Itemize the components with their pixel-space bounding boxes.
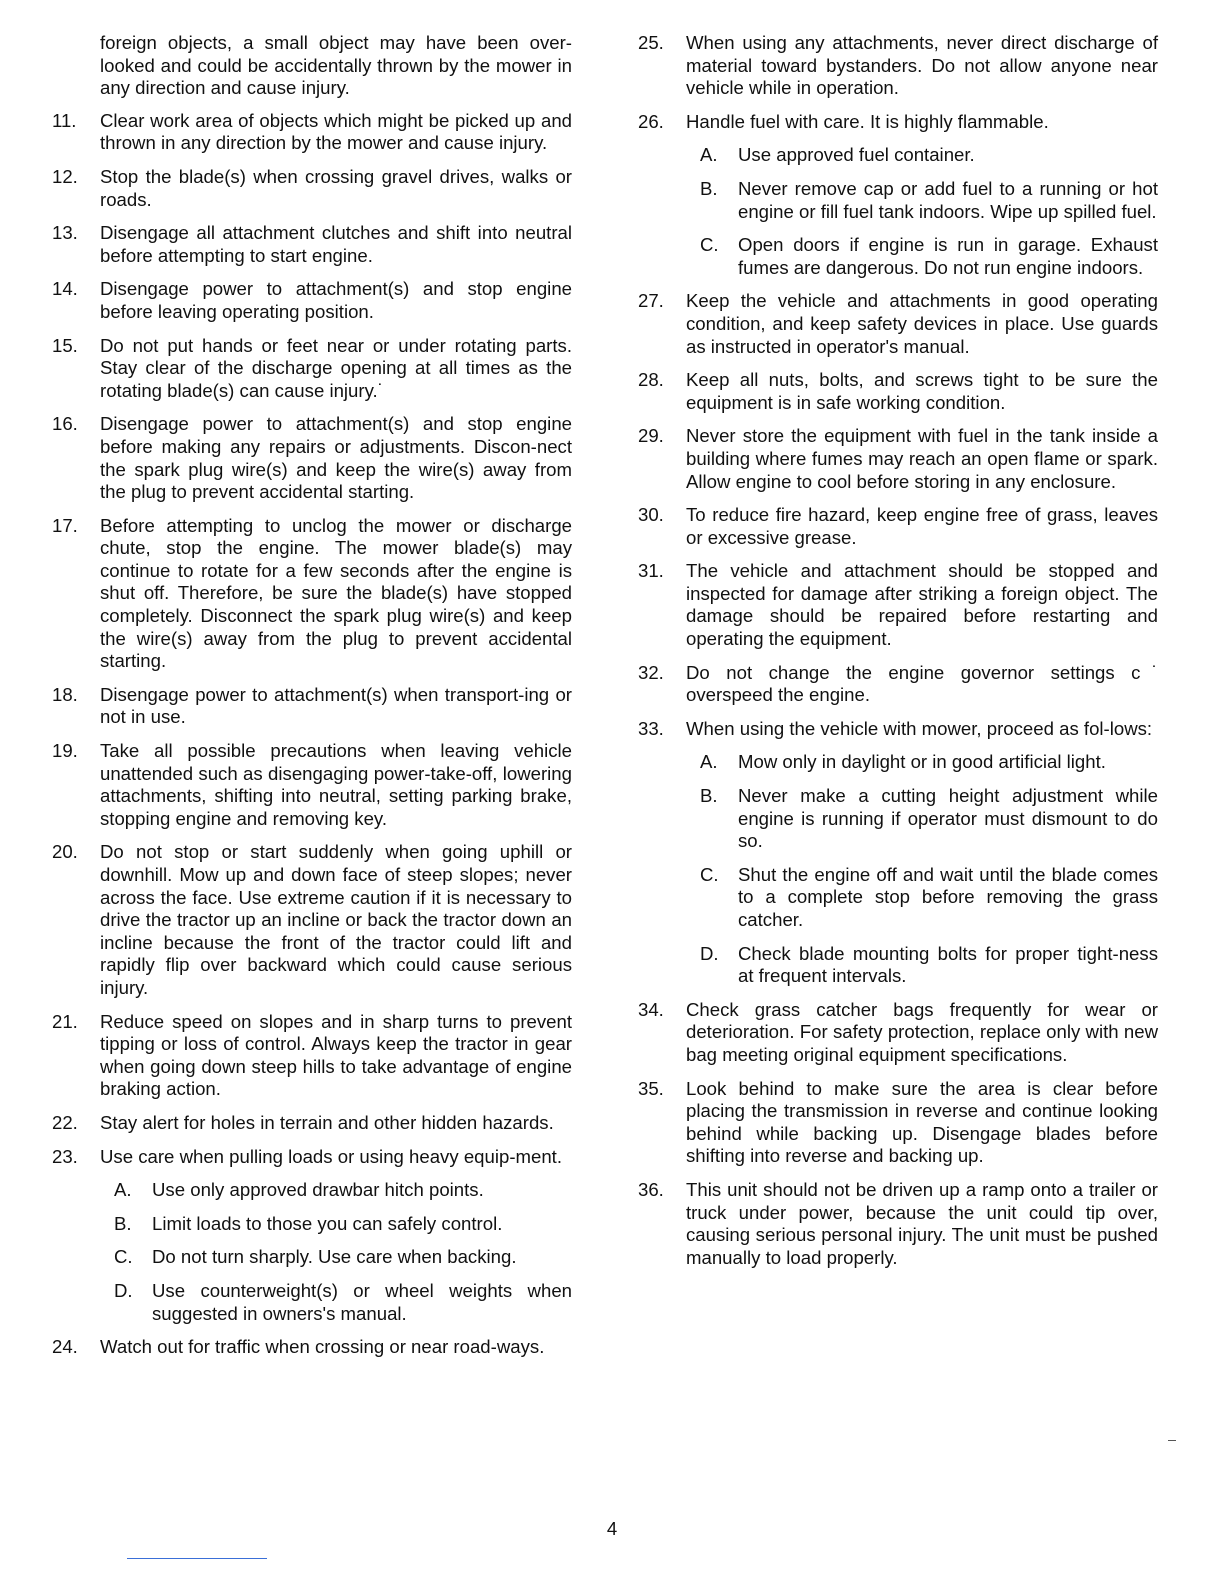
sub-text: Mow only in daylight or in good artificial light. — [738, 751, 1106, 773]
item-number: 35. — [638, 1077, 664, 1099]
item-text: Keep the vehicle and attachments in good operating condition, and keep safety devices in place. Use guards as instructed in operator's manual. — [686, 290, 1158, 357]
item-text: Do not put hands or feet near or under rotating parts. Stay clear of the discharge opening at all times as the rotating blade(s) can cause injury.˙ — [100, 334, 572, 401]
list-item — [638, 718, 1158, 741]
sub-text: Never make a cutting height adjustment while engine is running if operator must dismount to do so. — [738, 785, 1158, 852]
item-number: 23. — [52, 1145, 78, 1167]
sub-letter: A. — [700, 751, 718, 773]
list-item — [52, 841, 572, 999]
sub-letter: B. — [700, 177, 718, 199]
item-number: 16. — [52, 413, 78, 435]
list-item — [52, 1112, 572, 1135]
item-text: Keep all nuts, bolts, and screws tight to be sure the equipment is in safe working condition. — [686, 369, 1158, 413]
item-text: Use care when pulling loads or using heavy equip-ment. — [100, 1145, 563, 1167]
list-item — [638, 999, 1158, 1067]
list-item — [638, 32, 1158, 100]
item-number: 20. — [52, 841, 78, 863]
right-column — [638, 32, 1158, 1280]
list-item — [52, 740, 572, 830]
item-number: 33. — [638, 717, 664, 739]
sub-letter: C. — [700, 863, 719, 885]
sub-letter: A. — [114, 1179, 132, 1201]
list-item — [52, 413, 572, 503]
sub-item — [700, 751, 1158, 774]
page-number: 4 — [606, 1518, 618, 1539]
item-number: 26. — [638, 110, 664, 132]
item-number: 32. — [638, 661, 664, 683]
item-text: Disengage power to attachment(s) and stop engine before making any repairs or adjustments. Discon-nect the spark plug wire(s) and keep the wire(s) away from the plug to prevent accidental starting. — [100, 413, 572, 503]
sub-item — [114, 1246, 572, 1269]
list-item — [52, 166, 572, 211]
item-number: 30. — [638, 504, 664, 526]
item-text: Stop the blade(s) when crossing gravel drives, walks or roads. — [100, 165, 572, 210]
item-number: 29. — [638, 425, 664, 447]
item-number: 22. — [52, 1111, 78, 1133]
item-text: Look behind to make sure the area is clear before placing the transmission in reverse and continue looking behind while backing up. Disengage blades before shifting into reverse and backing up. — [686, 1077, 1158, 1167]
item-text: Clear work area of objects which might be picked up and thrown in any direction by the mower and cause injury. — [100, 109, 572, 154]
item-text: Take all possible precautions when leaving vehicle unattended such as disengaging power-take-off, lowering attachments, shifting into neutral, setting parking brake, stopping engine and removing key. — [100, 740, 572, 829]
list-item — [52, 278, 572, 323]
list-item — [52, 684, 572, 729]
item-text: Never store the equipment with fuel in the tank inside a building where fumes may reach an open flame or spark. Allow engine to cool before storing in any enclosure. — [686, 425, 1158, 492]
sub-item — [700, 144, 1158, 167]
item-number: 25. — [638, 32, 664, 53]
item-number: 13. — [52, 222, 78, 244]
sub-text: Do not turn sharply. Use care when backing. — [152, 1246, 517, 1268]
item-number: 31. — [638, 560, 664, 582]
sub-letter: C. — [114, 1246, 133, 1268]
item-number: 12. — [52, 165, 78, 187]
sub-text: Shut the engine off and wait until the blade comes to a complete stop before removing the grass catcher. — [738, 863, 1158, 930]
sub-item — [700, 178, 1158, 223]
item-text: When using the vehicle with mower, proceed as fol-lows: — [686, 717, 1153, 739]
sub-letter: B. — [700, 785, 718, 807]
item-number: 14. — [52, 278, 78, 300]
list-item — [638, 425, 1158, 493]
footer-rule — [127, 1558, 267, 1559]
sub-letter: C. — [700, 234, 719, 256]
sub-text: Use only approved drawbar hitch points. — [152, 1179, 484, 1201]
item-text: Disengage power to attachment(s) when transport-ing or not in use. — [100, 683, 572, 728]
sub-text: Never remove cap or add fuel to a running or hot engine or fill fuel tank indoors. Wipe up spilled fuel. — [738, 177, 1158, 222]
item-number: 27. — [638, 290, 664, 312]
list-item — [52, 1011, 572, 1101]
item-text: Handle fuel with care. It is highly flammable. — [686, 110, 1049, 132]
sub-item — [700, 943, 1158, 988]
list-item — [52, 515, 572, 673]
sub-item — [700, 234, 1158, 279]
item-text: Watch out for traffic when crossing or near road-ways. — [100, 1336, 545, 1358]
item-text: Disengage all attachment clutches and shift into neutral before attempting to start engine. — [100, 222, 572, 266]
item-number: 15. — [52, 334, 78, 356]
continuation-paragraph: foreign objects, a small object may have been over-looked and could be accidentally thrown by the mower in any direction and cause injury. — [100, 32, 572, 99]
item-text: Check grass catcher bags frequently for wear or deterioration. For safety protection, replace only with new bag meeting original equipment specifications. — [686, 998, 1158, 1065]
list-item — [638, 504, 1158, 549]
list-item — [52, 1336, 572, 1359]
list-item — [638, 560, 1158, 650]
list-item — [638, 1179, 1158, 1269]
sub-letter: D. — [700, 942, 719, 964]
list-item — [638, 662, 1158, 707]
item-number: 28. — [638, 369, 664, 391]
item-text: Before attempting to unclog the mower or discharge chute, stop the engine. The mower blade(s) may continue to rotate for a few seconds after the engine is shut off. Therefore, be sure the blade(s) have stopped completely. Disconnect the spark plug wire(s) and keep the wire(s) away from the plug to prevent accidental starting. — [100, 514, 572, 672]
sub-item — [114, 1280, 572, 1325]
item-text: Reduce speed on slopes and in sharp turns to prevent tipping or loss of control. Always keep the tractor in gear when going down steep hills to take advantage of engine braking action. — [100, 1010, 572, 1100]
item-number: 18. — [52, 683, 78, 705]
list-item — [638, 111, 1158, 134]
item-text: Do not stop or start suddenly when going uphill or downhill. Mow up and down face of steep slopes; never across the face. Use extreme caution if it is necessary to drive the tractor up an incline or back the tractor down an incline because the front of the tractor could lift and rapidly flip over backward which could cause serious injury. — [100, 841, 572, 998]
sub-letter: B. — [114, 1212, 132, 1234]
sub-text: Open doors if engine is run in garage. Exhaust fumes are dangerous. Do not run engine indoors. — [738, 234, 1158, 278]
item-text: The vehicle and attachment should be stopped and inspected for damage after striking a foreign object. The damage should be repaired before restarting and operating the equipment. — [686, 560, 1158, 650]
item-number: 21. — [52, 1010, 78, 1032]
sub-text: Check blade mounting bolts for proper tight-ness at frequent intervals. — [738, 942, 1158, 987]
list-item — [52, 222, 572, 267]
item-number: 11. — [52, 109, 77, 131]
item-text: Disengage power to attachment(s) and stop engine before leaving operating position. — [100, 278, 572, 322]
item-text: When using any attachments, never direct discharge of material toward bystanders. Do not allow anyone near vehicle while in operation. — [686, 32, 1158, 99]
list-item — [638, 1078, 1158, 1168]
sub-text: Limit loads to those you can safely control. — [152, 1212, 503, 1234]
list-item — [52, 1146, 572, 1169]
item-number: 17. — [52, 514, 78, 536]
item-text: This unit should not be driven up a ramp onto a trailer or truck under power, because the unit could tip over, causing serious personal injury. The unit must be pushed manually to load properly. — [686, 1178, 1158, 1268]
sub-item — [700, 864, 1158, 932]
left-column — [52, 32, 572, 1370]
margin-mark — [1168, 1440, 1176, 1441]
sub-item — [114, 1213, 572, 1236]
item-number: 36. — [638, 1178, 664, 1200]
sub-item — [700, 785, 1158, 853]
list-item — [638, 369, 1158, 414]
list-item — [638, 290, 1158, 358]
list-item — [52, 110, 572, 155]
item-text: Do not change the engine governor settings c˙ overspeed the engine. — [686, 661, 1158, 706]
sub-text: Use approved fuel container. — [738, 144, 975, 166]
sub-letter: A. — [700, 144, 718, 166]
item-number: 19. — [52, 740, 78, 762]
item-number: 24. — [52, 1336, 78, 1358]
list-item — [52, 335, 572, 403]
sub-item — [114, 1179, 572, 1202]
item-text: To reduce fire hazard, keep engine free of grass, leaves or excessive grease. — [686, 504, 1158, 548]
sub-letter: D. — [114, 1279, 133, 1301]
item-text: Stay alert for holes in terrain and other hidden hazards. — [100, 1111, 554, 1133]
item-number: 34. — [638, 998, 664, 1020]
sub-text: Use counterweight(s) or wheel weights when suggested in owners's manual. — [152, 1279, 572, 1324]
